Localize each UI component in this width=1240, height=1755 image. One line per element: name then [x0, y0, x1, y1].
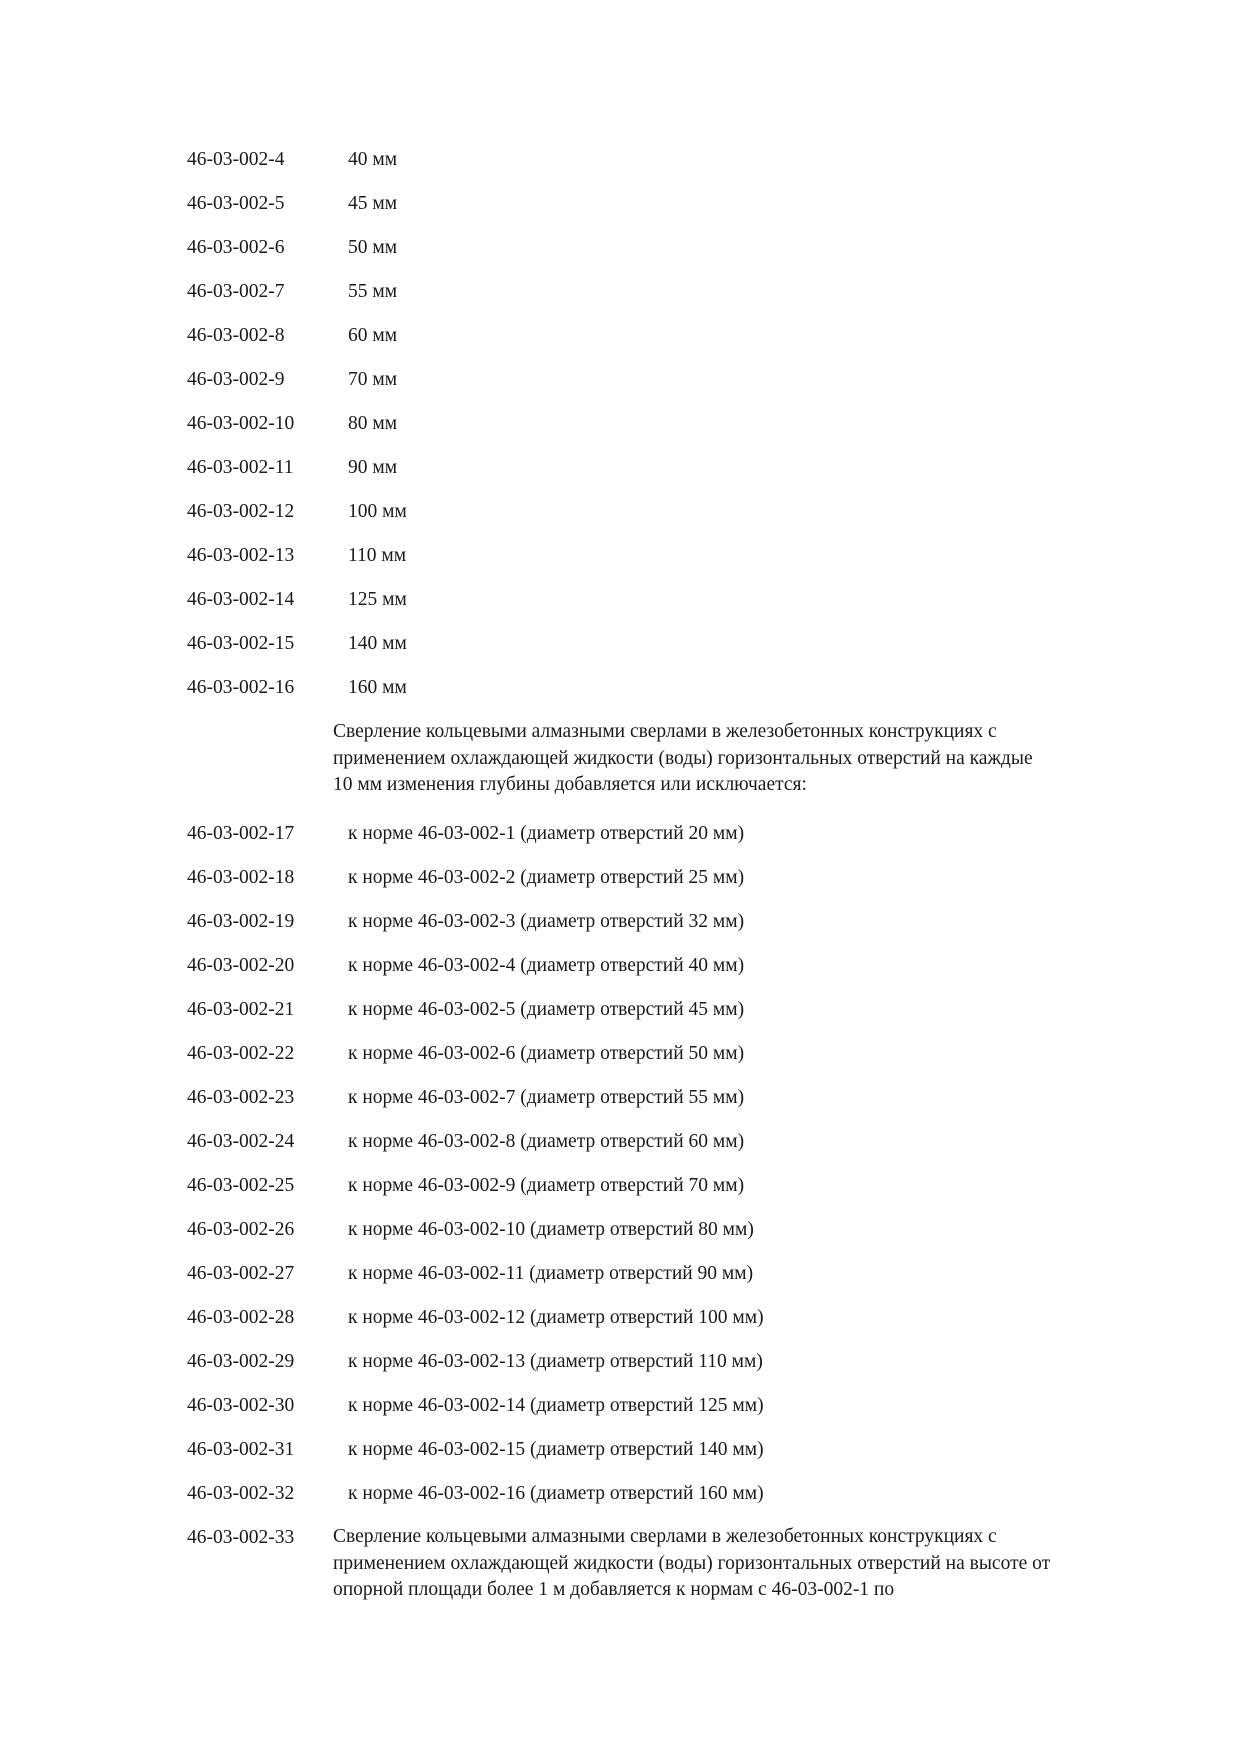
norm-code: 46-03-002-7	[187, 281, 285, 302]
depth-row	[187, 908, 1087, 936]
depth-row	[187, 820, 1087, 848]
depth-row	[187, 864, 1087, 892]
size-row	[187, 410, 1087, 438]
norm-code: 46-03-002-17	[187, 823, 295, 844]
size-row	[187, 498, 1087, 526]
norm-code: 46-03-002-5	[187, 193, 285, 214]
norm-code: 46-03-002-33	[187, 1527, 295, 1548]
norm-reference: к норме 46-03-002-16 (диаметр отверстий 160 мм)	[348, 1483, 764, 1504]
diameter-value: 110 мм	[348, 545, 407, 566]
norm-code: 46-03-002-18	[187, 867, 295, 888]
norm-reference: к норме 46-03-002-2 (диаметр отверстий 25 мм)	[348, 867, 745, 888]
depth-row	[187, 1304, 1087, 1332]
norm-reference: к норме 46-03-002-13 (диаметр отверстий 110 мм)	[348, 1351, 763, 1372]
depth-row	[187, 1128, 1087, 1156]
norm-code: 46-03-002-16	[187, 677, 295, 698]
norm-code: 46-03-002-27	[187, 1263, 295, 1284]
depth-row	[187, 1216, 1087, 1244]
depth-row	[187, 1260, 1087, 1288]
norm-code: 46-03-002-24	[187, 1131, 295, 1152]
norm-code: 46-03-002-15	[187, 633, 295, 654]
depth-row	[187, 1480, 1087, 1508]
diameter-value: 80 мм	[348, 413, 398, 434]
size-row	[187, 586, 1087, 614]
depth-section-heading: Сверление кольцевыми алмазными сверлами в железобетонных конструкциях с применением охлаждающей жидкости (воды) горизонтальных отверстий на каждые 10 мм изменения глубины добавляется или исключается:	[333, 721, 1033, 795]
norm-code: 46-03-002-26	[187, 1219, 295, 1240]
norm-code: 46-03-002-32	[187, 1483, 295, 1504]
norm-code: 46-03-002-29	[187, 1351, 295, 1372]
diameter-value: 90 мм	[348, 457, 398, 478]
norm-reference: к норме 46-03-002-8 (диаметр отверстий 60 мм)	[348, 1131, 745, 1152]
norm-reference: к норме 46-03-002-7 (диаметр отверстий 55 мм)	[348, 1087, 745, 1108]
norm-code: 46-03-002-14	[187, 589, 295, 610]
diameter-value: 55 мм	[348, 281, 398, 302]
size-row	[187, 454, 1087, 482]
depth-row	[187, 1084, 1087, 1112]
depth-row	[187, 996, 1087, 1024]
norm-code: 46-03-002-20	[187, 955, 295, 976]
norm-reference: к норме 46-03-002-15 (диаметр отверстий 140 мм)	[348, 1439, 764, 1460]
size-row	[187, 146, 1087, 174]
size-row	[187, 366, 1087, 394]
size-row	[187, 190, 1087, 218]
norm-code: 46-03-002-11	[187, 457, 294, 478]
diameter-value: 40 мм	[348, 149, 398, 170]
norm-code: 46-03-002-4	[187, 149, 285, 170]
diameter-value: 50 мм	[348, 237, 398, 258]
size-row	[187, 630, 1087, 658]
norm-reference: к норме 46-03-002-3 (диаметр отверстий 32 мм)	[348, 911, 745, 932]
norm-reference: к норме 46-03-002-14 (диаметр отверстий 125 мм)	[348, 1395, 764, 1416]
diameter-value: 60 мм	[348, 325, 398, 346]
size-row	[187, 234, 1087, 262]
size-row	[187, 674, 1087, 702]
norm-code: 46-03-002-8	[187, 325, 285, 346]
norm-reference: к норме 46-03-002-11 (диаметр отверстий 90 мм)	[348, 1263, 754, 1284]
norm-code: 46-03-002-19	[187, 911, 295, 932]
depth-row	[187, 1436, 1087, 1464]
size-row	[187, 278, 1087, 306]
norm-code: 46-03-002-6	[187, 237, 285, 258]
norm-reference: к норме 46-03-002-4 (диаметр отверстий 40 мм)	[348, 955, 745, 976]
depth-row	[187, 1040, 1087, 1068]
depth-row	[187, 952, 1087, 980]
norm-reference: к норме 46-03-002-10 (диаметр отверстий 80 мм)	[348, 1219, 754, 1240]
depth-row	[187, 1392, 1087, 1420]
norm-reference: к норме 46-03-002-6 (диаметр отверстий 50 мм)	[348, 1043, 745, 1064]
norm-reference: к норме 46-03-002-1 (диаметр отверстий 20 мм)	[348, 823, 745, 844]
diameter-value: 70 мм	[348, 369, 398, 390]
diameter-value: 100 мм	[348, 501, 407, 522]
norm-reference: к норме 46-03-002-9 (диаметр отверстий 70 мм)	[348, 1175, 745, 1196]
height-item-text: Сверление кольцевыми алмазными сверлами в железобетонных конструкциях с применением охлаждающей жидкости (воды) горизонтальных отверстий на высоте от опорной площади более 1 м добавляется к нормам с 46-03-002-1 по	[333, 1526, 1051, 1600]
norm-code: 46-03-002-9	[187, 369, 285, 390]
diameter-value: 125 мм	[348, 589, 407, 610]
norm-code: 46-03-002-28	[187, 1307, 295, 1328]
norm-code: 46-03-002-23	[187, 1087, 295, 1108]
diameter-value: 160 мм	[348, 677, 407, 698]
norm-code: 46-03-002-13	[187, 545, 295, 566]
norm-code: 46-03-002-12	[187, 501, 295, 522]
diameter-value: 45 мм	[348, 193, 398, 214]
size-row	[187, 322, 1087, 350]
depth-row	[187, 1348, 1087, 1376]
diameter-value: 140 мм	[348, 633, 407, 654]
norm-code: 46-03-002-10	[187, 413, 295, 434]
norm-code: 46-03-002-21	[187, 999, 295, 1020]
norm-reference: к норме 46-03-002-5 (диаметр отверстий 45 мм)	[348, 999, 745, 1020]
norm-code: 46-03-002-22	[187, 1043, 295, 1064]
norm-code: 46-03-002-30	[187, 1395, 295, 1416]
norm-reference: к норме 46-03-002-12 (диаметр отверстий 100 мм)	[348, 1307, 764, 1328]
norm-code: 46-03-002-25	[187, 1175, 295, 1196]
depth-row	[187, 1172, 1087, 1200]
norm-code: 46-03-002-31	[187, 1439, 295, 1460]
size-row	[187, 542, 1087, 570]
